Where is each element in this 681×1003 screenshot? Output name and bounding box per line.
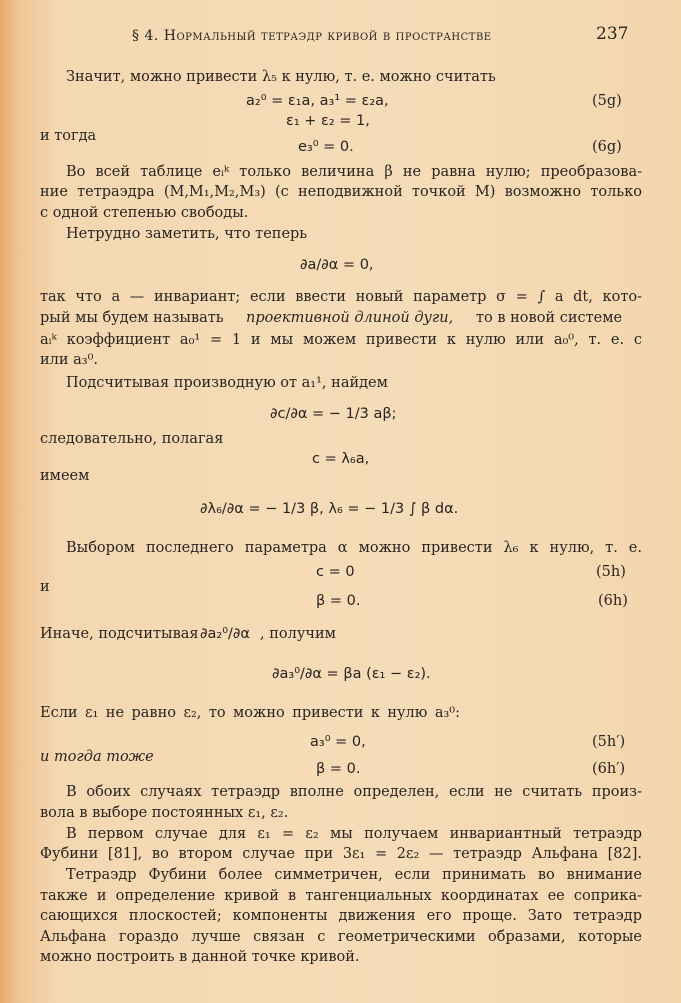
equation-number: (5h) (596, 564, 626, 580)
equation: ε₁ + ε₂ = 1, (286, 113, 370, 129)
text-line: Если ε₁ не равно ε₂, то можно привести к нулю a₃⁰: (40, 705, 460, 721)
equation-number: (6g) (592, 139, 622, 155)
equation-number: (6h′) (592, 761, 626, 777)
text-line: следовательно, полагая (40, 431, 224, 447)
equation: c = 0 (316, 564, 355, 580)
running-header: § 4. Нормальный тетраэдр кривой в пространстве (132, 28, 492, 44)
equation: c = λ₆a, (312, 451, 370, 467)
text-line: и тогда тоже (40, 749, 154, 765)
equation: β = 0. (316, 593, 361, 609)
text-line: aᵢᵏ коэффициент a₀¹ = 1 и мы можем привести к нулю или a₀⁰, т. е. c (40, 332, 642, 348)
text-line: Нетрудно заметить, что теперь (66, 226, 308, 242)
text-line: можно построить в данной точке кривой. (40, 949, 360, 965)
text-line: и (40, 579, 50, 595)
text-line: Иначе, подсчитывая (40, 626, 199, 642)
equation-number: (5h′) (592, 734, 626, 750)
text-line: рый мы будем называть (40, 310, 224, 326)
text-line: Фубини [81], во втором случае при 3ε₁ = 2ε₂ — тетраэдр Альфана [82]. (40, 846, 642, 862)
text-line: то в новой системе (476, 310, 623, 326)
text-line: Выбором последнего параметра α можно привести λ₆ к нулю, т. е. (66, 540, 642, 556)
equation: ∂a₃⁰/∂α = βa (ε₁ − ε₂). (272, 666, 431, 682)
text-line: Во всей таблице eᵢᵏ только величина β не равна нулю; преобразова- (66, 164, 642, 180)
text-line: сающихся плоскостей; компоненты движения его проще. Зато тетраэдр (40, 908, 642, 924)
text-line: Значит, можно привести λ₅ к нулю, т. е. можно считать (66, 69, 496, 85)
text-line: вола в выборе постоянных ε₁, ε₂. (40, 805, 289, 821)
inline-formula: ∂a₂⁰/∂α (200, 626, 250, 642)
text-line: с одной степенью свободы. (40, 205, 249, 221)
italic-term: проективной длиной дуги, (246, 310, 454, 326)
text-line: также и определение кривой в тангенциальных координатах ее соприка- (40, 888, 642, 904)
equation: β = 0. (316, 761, 361, 777)
equation-number: (5g) (592, 93, 622, 109)
text-line: Подсчитывая производную от a₁¹, найдем (66, 375, 388, 391)
text-line: ние тетраэдра (M,M₁,M₂,M₃) (с неподвижной точкой M) возможно только (40, 184, 642, 200)
equation: ∂c/∂α = − 1/3 aβ; (270, 406, 397, 422)
equation-number: (6h) (598, 593, 628, 609)
text-line: так что a — инвариант; если ввести новый параметр σ = ∫ a dt, кото- (40, 289, 642, 305)
equation: a₂⁰ = ε₁a, a₃¹ = ε₂a, (246, 93, 389, 109)
text-line: Альфана гораздо лучше связан с геометрическими образами, которые (40, 929, 642, 945)
equation: e₃⁰ = 0. (298, 139, 354, 155)
text-line: и тогда (40, 128, 97, 144)
text-line: В обоих случаях тетраэдр вполне определен, если не считать произ- (66, 784, 642, 800)
page-number: 237 (596, 24, 629, 44)
equation: ∂λ₆/∂α = − 1/3 β, λ₆ = − 1/3 ∫ β dα. (200, 501, 459, 517)
text-line: имеем (40, 468, 90, 484)
text-line: В первом случае для ε₁ = ε₂ мы получаем инвариантный тетраэдр (66, 826, 642, 842)
text-line: или a₃⁰. (40, 352, 99, 368)
text-line: Тетраэдр Фубини более симметричен, если принимать во внимание (66, 867, 642, 883)
equation: a₃⁰ = 0, (310, 734, 366, 750)
text-line: , получим (260, 626, 336, 642)
equation: ∂a/∂α = 0, (300, 257, 374, 273)
